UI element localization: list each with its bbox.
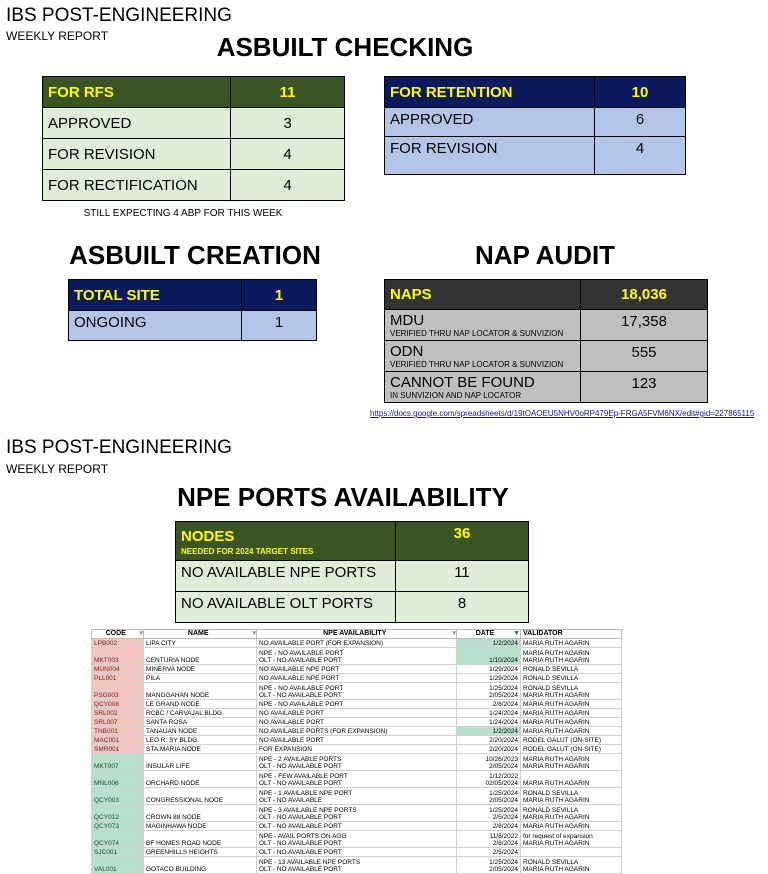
cell-date[interactable]: 1/2/2024 — [457, 639, 521, 648]
table-row — [92, 683, 622, 700]
table-row — [385, 310, 708, 341]
npe-nodes-table — [175, 521, 529, 623]
for-rfs-value: 11 — [231, 77, 345, 108]
cell-name[interactable]: GOTACO BUILDING — [144, 857, 257, 874]
nap-audit-table — [384, 279, 708, 403]
cell-code[interactable]: MAC001 — [92, 736, 144, 745]
cell-code[interactable]: PLL001 — [92, 674, 144, 683]
cell-availability[interactable]: NO AVAILABLE NPE PORT — [257, 665, 457, 674]
cell-validator[interactable]: RONALD SEVILLA MARIA RUTH AGARIN — [521, 857, 622, 874]
cell-availability[interactable]: NO AVAILABLE PORT — [257, 736, 457, 745]
cell-validator[interactable]: RONALD SEVILLA MARIA RUTH AGARIN — [521, 788, 622, 805]
npe-spreadsheet — [91, 629, 622, 874]
cell-name[interactable]: INSULAR LIFE — [144, 754, 257, 771]
cell-validator[interactable]: MARIA RUTH AGARIN — [521, 771, 622, 788]
cell-code[interactable]: QCY008 — [92, 700, 144, 709]
rfs-note: STILL EXPECTING 4 ABP FOR THIS WEEK — [83, 208, 283, 219]
cell-validator[interactable]: RONALD SEVILLA MARIA RUTH AGARIN — [521, 683, 622, 700]
sheet-header-row — [92, 630, 622, 639]
cell-validator[interactable]: RODEL GALUT (ON-SITE) — [521, 736, 622, 745]
row-label: APPROVED — [385, 108, 595, 137]
cell-code[interactable]: QCY003 — [92, 788, 144, 805]
cell-availability[interactable]: NPE - AVAIL PORTS ON AGG OLT - NO AVAILABLE PORT — [257, 831, 457, 848]
cell-date[interactable]: 1/2/2024 — [457, 727, 521, 736]
total-site-value: 1 — [242, 280, 317, 311]
row-value: 8 — [396, 592, 529, 623]
row-label: CANNOT BE FOUND IN SUNVIZION AND NAP LOCATOR — [385, 372, 581, 403]
cell-name[interactable]: RCBC / CARVAJAL BLDG. — [144, 709, 257, 718]
report-period: WEEKLY REPORT — [6, 29, 109, 43]
row-value: 6 — [595, 108, 686, 137]
row-label: NO AVAILABLE NPE PORTS — [176, 561, 396, 592]
cell-code[interactable]: QCY074 — [92, 831, 144, 848]
row-value: 555 — [581, 341, 708, 372]
cell-name[interactable]: GREENHILLS HEIGHTS — [144, 848, 257, 857]
cell-availability[interactable]: NO AVAILABLE PORT — [257, 709, 457, 718]
nodes-value: 36 — [396, 522, 529, 561]
cell-validator[interactable]: MARIA RUTH AGARIN — [521, 700, 622, 709]
row-sublabel: VERIFIED THRU NAP LOCATOR & SUNVIZION — [390, 360, 564, 369]
row-value: 3 — [231, 108, 345, 139]
filter-icon[interactable]: ▾ — [452, 630, 456, 637]
cell-validator[interactable]: for request of expansion MARIA RUTH AGARIN — [521, 831, 622, 848]
cell-name[interactable]: SANTA ROSA — [144, 718, 257, 727]
row-value: 4 — [595, 137, 686, 175]
cell-availability[interactable]: NPE - NO AVAILABLE PORT OLT - NO AVAILABLE PORT — [257, 683, 457, 700]
naps-label: NAPS — [385, 280, 581, 310]
row-label: ONGOING — [69, 311, 242, 341]
nodes-label: NODES NEEDED FOR 2024 TARGET SITES — [176, 522, 396, 561]
cell-code[interactable]: PSG003 — [92, 683, 144, 700]
table-row — [92, 822, 622, 831]
cell-date[interactable]: 1/10/2024 — [457, 648, 521, 665]
cell-date[interactable]: 1/29/2024 — [457, 665, 521, 674]
cell-validator[interactable]: RONALD SEVILLA MARIA RUTH AGARIN — [521, 805, 622, 822]
cell-date[interactable]: 1/25/2024 2/05/2024 — [457, 683, 521, 700]
cell-validator[interactable]: MARIA RUTH AGARIN MARIA RUTH AGARIN — [521, 754, 622, 771]
row-label: APPROVED — [43, 108, 231, 139]
cell-code[interactable]: TNB001 — [92, 727, 144, 736]
row-sublabel: VERIFIED THRU NAP LOCATOR & SUNVIZION — [390, 329, 564, 338]
row-value: 17,358 — [581, 310, 708, 341]
table-row — [176, 592, 529, 623]
cell-validator[interactable]: RODEL GALUT (ON-SITE) — [521, 745, 622, 754]
nap-audit-title: NAP AUDIT — [474, 240, 616, 270]
cell-name[interactable]: MANGGAHAN NODE — [144, 683, 257, 700]
row-label: FOR REVISION — [43, 139, 231, 170]
cell-name[interactable]: LE GRAND NODE — [144, 700, 257, 709]
filter-icon[interactable]: ▾ — [139, 630, 143, 637]
row-value: 11 — [396, 561, 529, 592]
cell-date[interactable]: 2/20/2024 — [457, 736, 521, 745]
cell-validator[interactable]: MARIA RUTH AGARIN — [521, 822, 622, 831]
cell-name[interactable]: STA.MARIA NODE — [144, 745, 257, 754]
cell-date[interactable]: 1/24/2024 — [457, 718, 521, 727]
cell-validator[interactable]: MARIA RUTH AGARIN — [521, 718, 622, 727]
cell-code[interactable]: MKT007 — [92, 754, 144, 771]
for-retention-table — [384, 76, 686, 175]
table-row — [92, 848, 622, 857]
cell-name[interactable]: BF HOMES ROAD NODE — [144, 831, 257, 848]
cell-validator[interactable]: RONALD SEVILLA — [521, 674, 622, 683]
col-header-date[interactable]: DATE ▼ — [457, 630, 521, 639]
cell-code[interactable]: SRL002 — [92, 709, 144, 718]
cell-date[interactable]: 11/8/2022 2/8/2024 — [457, 831, 521, 848]
table-row — [92, 788, 622, 805]
cell-name[interactable]: CONGRESSIONAL NODE — [144, 788, 257, 805]
cell-availability[interactable]: NPE - 2 AVAILABLE PORTS OLT - NO AVAILABLE PORT — [257, 754, 457, 771]
cell-code[interactable]: MNL006 — [92, 771, 144, 788]
cell-code[interactable]: MUN004 — [92, 665, 144, 674]
cell-code[interactable]: MKT003 — [92, 648, 144, 665]
filter-active-icon[interactable]: ▼ — [513, 630, 520, 637]
cell-validator[interactable]: MARIA RUTH AGARIN — [521, 639, 622, 648]
cell-availability[interactable]: NPE - NO AVAILABLE PORT — [257, 700, 457, 709]
cell-validator[interactable]: MARIA RUTH AGARIN — [521, 709, 622, 718]
asbuilt-checking-title: ASBUILT CHECKING — [216, 32, 474, 62]
table-row — [92, 736, 622, 745]
total-site-label: TOTAL SITE — [69, 280, 242, 311]
cell-availability[interactable]: NPE - FEW AVAILABLE PORT OLT - NO AVAILABLE PORT — [257, 771, 457, 788]
row-label: MDU VERIFIED THRU NAP LOCATOR & SUNVIZION — [385, 310, 581, 341]
naps-value: 18,036 — [581, 280, 708, 310]
row-label: ODN VERIFIED THRU NAP LOCATOR & SUNVIZION — [385, 341, 581, 372]
for-rfs-table — [42, 76, 345, 201]
filter-icon[interactable]: ▾ — [252, 630, 256, 637]
row-value: 1 — [242, 311, 317, 341]
cell-availability[interactable]: NO AVAILABLE NPE PORT — [257, 674, 457, 683]
cell-code[interactable]: SRL007 — [92, 718, 144, 727]
table-row — [385, 372, 708, 403]
cell-availability[interactable]: NPE - 13 AVAILABLE NPE PORTS OLT - NO AVAILABLE PORT — [257, 857, 457, 874]
row-label: NO AVAILABLE OLT PORTS — [176, 592, 396, 623]
cell-code[interactable]: QCY073 — [92, 822, 144, 831]
cell-code[interactable]: SMR001 — [92, 745, 144, 754]
table-row — [92, 718, 622, 727]
table-row — [92, 857, 622, 874]
cell-name[interactable]: ORCHARD NODE — [144, 771, 257, 788]
col-header-name[interactable]: NAME ▾ — [144, 630, 257, 639]
table-row — [92, 754, 622, 771]
table-row — [43, 108, 345, 139]
cell-date[interactable]: 2/8/2024 — [457, 700, 521, 709]
row-value: 4 — [231, 139, 345, 170]
cell-date[interactable]: 1/25/2024 2/05/2024 — [457, 857, 521, 874]
row-label: FOR REVISION — [385, 137, 595, 175]
cell-date[interactable]: 1/25/2024 2/05/2024 — [457, 788, 521, 805]
cell-code[interactable]: SJC001 — [92, 848, 144, 857]
row-label: FOR RECTIFICATION — [43, 170, 231, 201]
for-retention-value: 10 — [595, 77, 686, 108]
cell-date[interactable]: 1/29/2024 — [457, 674, 521, 683]
table-row — [92, 727, 622, 736]
col-header-availability[interactable]: NPE AVAILABILITY ▾ — [257, 630, 457, 639]
cell-code[interactable]: LPB002 — [92, 639, 144, 648]
nap-audit-link[interactable]: https://docs.google.com/spreadsheets/d/19tOAOEU5NHV0oRP479Ep-FRGA5FVM6NX/edit#gid=227865115 — [370, 409, 755, 418]
cell-date[interactable]: 1/12/2022 02/05/2024 — [457, 771, 521, 788]
table-row — [92, 831, 622, 848]
table-row — [385, 108, 686, 137]
cell-validator[interactable] — [521, 848, 622, 857]
table-row — [92, 771, 622, 788]
cell-availability[interactable]: NO AVAILABLE PORT (FOR EXPANSION) — [257, 639, 457, 648]
table-row — [92, 665, 622, 674]
table-row — [92, 700, 622, 709]
for-rfs-label: FOR RFS — [43, 77, 231, 108]
cell-date[interactable]: 10/26/2023 2/05/2024 — [457, 754, 521, 771]
cell-name[interactable]: CROWN 88 NODE — [144, 805, 257, 822]
row-value: 123 — [581, 372, 708, 403]
cell-availability[interactable]: NPE - NO AVAILABLE PORT OLT - NO AVAILABLE PORT — [257, 648, 457, 665]
table-row — [43, 139, 345, 170]
for-retention-label: FOR RETENTION — [385, 77, 595, 108]
cell-availability[interactable]: NPE - 1 AVAILABLE NPE PORT OLT - NO AVAILABLE — [257, 788, 457, 805]
report-period-2: WEEKLY REPORT — [6, 462, 109, 476]
cell-availability[interactable]: OLT - NO AVAILABLE PORT — [257, 848, 457, 857]
table-row — [69, 311, 317, 341]
cell-availability[interactable]: NO AVAILABLE PORTS (FOR EXPANSION) — [257, 727, 457, 736]
cell-validator[interactable]: RONALD SEVILLA — [521, 665, 622, 674]
cell-date[interactable]: 1/24/2024 — [457, 709, 521, 718]
table-row — [92, 745, 622, 754]
col-header-validator[interactable]: VALIDATOR — [521, 630, 622, 639]
report-org-title: IBS POST-ENGINEERING — [6, 5, 232, 26]
col-header-code[interactable]: CODE ▾ — [92, 630, 144, 639]
cell-availability[interactable]: NO AVAILABLE PORT — [257, 718, 457, 727]
cell-date[interactable]: 2/5/2024 — [457, 848, 521, 857]
asbuilt-creation-title: ASBUILT CREATION — [69, 240, 321, 270]
cell-name[interactable]: CENTURIA NODE — [144, 648, 257, 665]
table-row — [176, 561, 529, 592]
cell-name[interactable]: MAGINHAWA NODE — [144, 822, 257, 831]
table-row — [92, 805, 622, 822]
table-row — [385, 341, 708, 372]
cell-date[interactable]: 1/25/2024 2/5/2024 — [457, 805, 521, 822]
table-row — [385, 137, 686, 175]
cell-date[interactable]: 2/20/2024 — [457, 745, 521, 754]
cell-validator[interactable]: MARIA RUTH AGARIN MARIA RUTH AGARIN — [521, 648, 622, 665]
table-row — [92, 639, 622, 648]
row-value: 4 — [231, 170, 345, 201]
table-row — [92, 709, 622, 718]
table-row — [92, 648, 622, 665]
cell-name[interactable]: MINERVA NODE — [144, 665, 257, 674]
cell-availability[interactable]: FOR EXPANSION — [257, 745, 457, 754]
cell-name[interactable]: TANAUAN NODE — [144, 727, 257, 736]
cell-validator[interactable]: MARIA RUTH AGARIN — [521, 727, 622, 736]
npe-ports-title: NPE PORTS AVAILABILITY — [177, 482, 509, 512]
table-row — [43, 170, 345, 201]
cell-name[interactable]: LEO R. SY BLDG. — [144, 736, 257, 745]
cell-code[interactable]: QCY012 — [92, 805, 144, 822]
cell-availability[interactable]: OLT - NO AVAILABLE PORT — [257, 822, 457, 831]
cell-code[interactable]: VAL001 — [92, 857, 144, 874]
asbuilt-creation-table — [68, 279, 317, 341]
cell-availability[interactable]: NPE - 3 AVAILABLE NPE PORTS OLT - NO AVAILABLE PORT — [257, 805, 457, 822]
table-row — [92, 674, 622, 683]
report-org-title-2: IBS POST-ENGINEERING — [6, 437, 232, 458]
cell-name[interactable]: PILA — [144, 674, 257, 683]
nodes-sublabel: NEEDED FOR 2024 TARGET SITES — [181, 546, 314, 556]
cell-name[interactable]: LIPA CITY — [144, 639, 257, 648]
cell-date[interactable]: 2/8/2024 — [457, 822, 521, 831]
row-sublabel: IN SUNVIZION AND NAP LOCATOR — [390, 391, 522, 400]
